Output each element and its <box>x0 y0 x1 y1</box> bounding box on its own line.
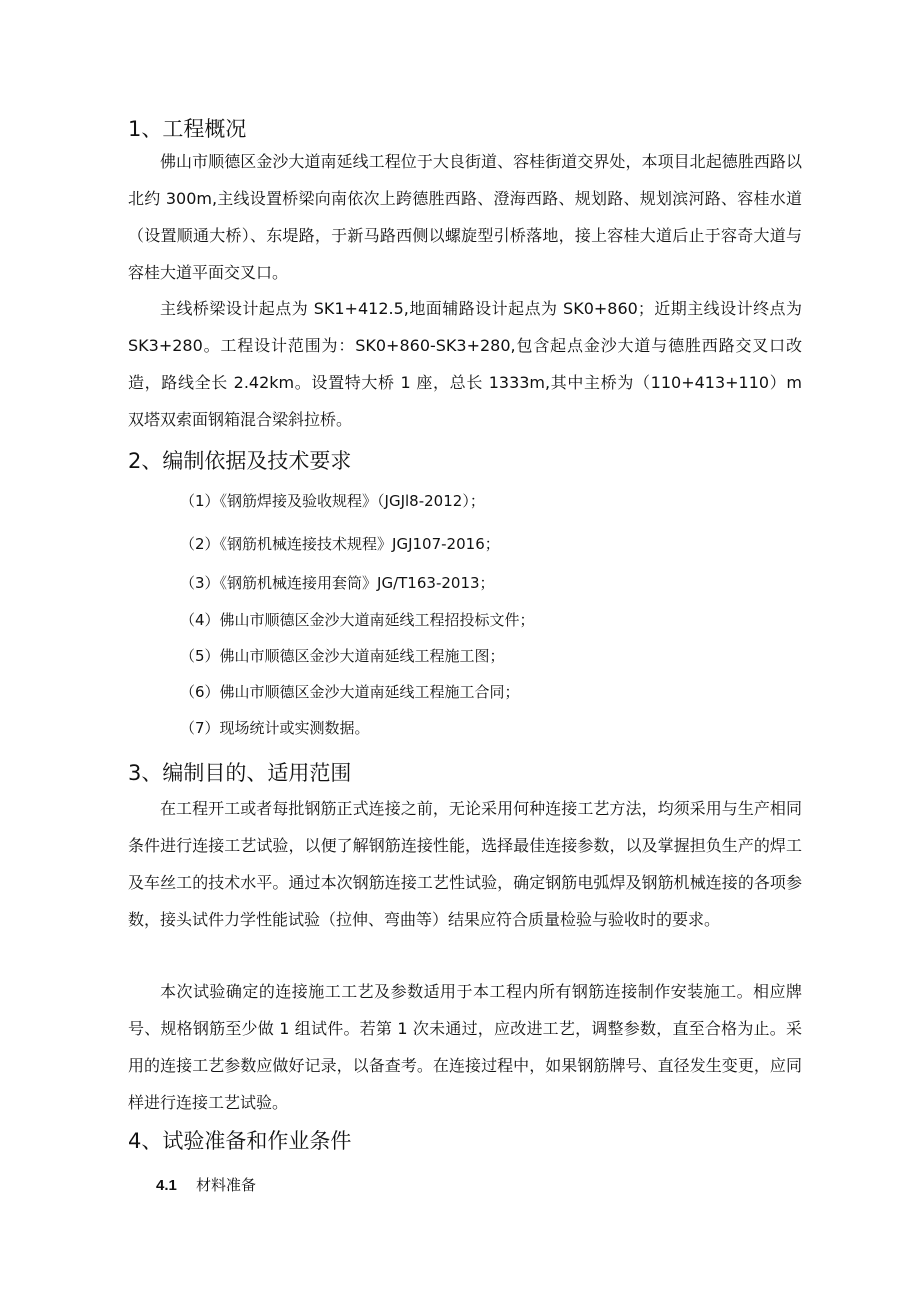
list-item: （4）佛山市顺德区金沙大道南延线工程招投标文件； <box>180 611 535 629</box>
section-1-paragraph-2: 主线桥梁设计起点为 SK1+412.5,地面辅路设计起点为 SK0+860；近期主线设计终点为 SK3+280。工程设计范围为：SK0+860-SK3+280,包含起点金沙大道与德胜西路交叉口改造，路线全长 2.42km。设置特大桥 1 座，总长 1333m,其中主桥为（110+413+110）m 双塔双索面钢箱混合梁斜拉桥。 <box>128 299 802 429</box>
list-item: （1）《钢筋焊接及验收规程》（JGJl8-2012）； <box>180 492 485 510</box>
list-item: （2）《钢筋机械连接技术规程》JGJ107-2016； <box>180 535 500 553</box>
list-item: （6）佛山市顺德区金沙大道南延线工程施工合同； <box>180 683 520 701</box>
section-4-heading: 4、试验准备和作业条件 <box>128 1129 352 1153</box>
section-1-paragraph-1: 佛山市顺德区金沙大道南延线工程位于大良街道、容桂街道交界处，本项目北起德胜西路以北约 300m,主线设置桥梁向南依次上跨德胜西路、澄海西路、规划路、规划滨河路、容桂水道（设置顺通大桥）、东堤路，于新马路西侧以螺旋型引桥落地，接上容桂大道后止于容奇大道与容桂大道平面交叉口。 <box>128 152 802 282</box>
section-3-paragraph-1: 在工程开工或者每批钢筋正式连接之前，无论采用何种连接工艺方法，均须采用与生产相同条件进行连接工艺试验，以便了解钢筋连接性能，选择最佳连接参数，以及掌握担负生产的焊工及车丝工的技术水平。通过本次钢筋连接工艺性试验，确定钢筋电弧焊及钢筋机械连接的各项参数，接头试件力学性能试验（拉伸、弯曲等）结果应符合质量检验与验收时的要求。 <box>128 799 802 929</box>
subsection-title: 材料准备 <box>196 1176 257 1194</box>
list-item: （7）现场统计或实测数据。 <box>180 719 370 737</box>
section-1-heading: 1、工程概况 <box>128 117 247 141</box>
section-3-paragraph-2: 本次试验确定的连接施工工艺及参数适用于本工程内所有钢筋连接制作安装施工。相应牌号、规格钢筋至少做 1 组试件。若第 1 次未通过，应改进工艺，调整参数，直至合格为止。采用的连接工艺参数应做好记录，以备查考。在连接过程中，如果钢筋牌号、直径发生变更，应同样进行连接工艺试验。 <box>128 982 802 1112</box>
subsection-number: 4.1 <box>156 1177 177 1194</box>
section-2-heading: 2、编制依据及技术要求 <box>128 449 352 473</box>
subsection-4-1 <box>156 1174 256 1197</box>
section-3-heading: 3、编制目的、适用范围 <box>128 761 352 785</box>
list-item: （5）佛山市顺德区金沙大道南延线工程施工图； <box>180 647 505 665</box>
list-item: （3）《钢筋机械连接用套筒》JG/T163-2013； <box>180 574 495 592</box>
